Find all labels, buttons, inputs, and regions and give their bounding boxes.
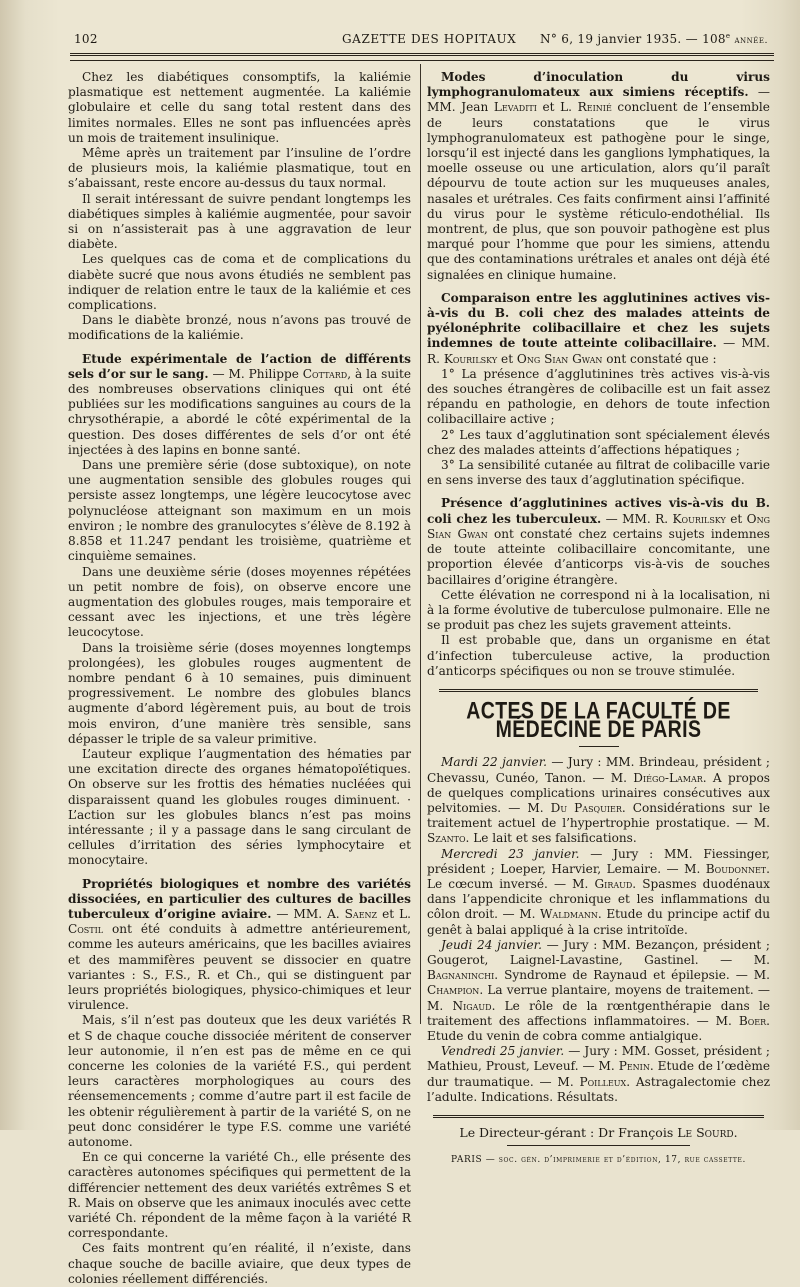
section-rule	[439, 689, 758, 692]
paragraph: Même après un traitement par l’insuline de l’ordre de plusieurs mois, la kaliémie plasmatique, tout en s’abaissant, reste encore au-dessus du taux normal.	[68, 146, 411, 191]
paragraph: En ce qui concerne la variété Ch., elle présente des caractères autonomes spécifiques qui permettent de la différencier nettement des deux variétés extrêmes S et R. Mais on observe que les animaux inoculés avec cette variété Ch. répondent de la même façon à la variété R correspondante.	[68, 1150, 411, 1241]
author-name: Cottard	[302, 366, 348, 381]
article-lymphogranuloma: Modes d’inoculation du virus lymphogranulomateux aux simiens réceptifs. — MM. Jean Levaditi et L. Reinié concluent de l’ensemble de leurs constatations que le virus lymphogranulomateux est pathogène pour le singe, lorsqu’il est injecté dans les ganglions lymphatiques, la moelle osseuse ou une articulation, alors qu’il paraît dépourvu de toute action sur les muqueuses anales, nasales et urétrales. Ces faits confirment ainsi l’affinité du virus pour le système réticulo-endothélial. Ils montrent, de plus, que son pouvoir pathogène est plus marqué pour l’homme que pour les simiens, attendu que des contaminations urétrales et anales ont déjà été signalées en clinique humaine.	[427, 70, 770, 282]
exam-day: Mardi 22 janvier.	[441, 755, 547, 770]
header-rule-thin	[70, 60, 774, 61]
exam-entry: Jeudi 24 janvier. — Jury : MM. Bezançon, président ; Gougerot, Laignel-Lavastine, Gastinel. — M. Bagnaninchi. Syndrome de Raynaud et épilepsie. — M. Champion. La verrue plantaire, moyens de traitement. — M. Nigaud. Le rôle de la rœntgenthérapie dans le traitement des affections inflammatoires. — M. Boer. Etude du venin de cobra comme antialgique.	[427, 937, 770, 1043]
issue-date: N° 6, 19 janvier 1935. — 108e année.	[540, 32, 768, 46]
article-agglutinins-tuberculosis: Présence d’agglutinines actives vis-à-vis du B. coli chez les tuberculeux. — MM. R. Kourilsky et Ong Sian Gwan ont constaté chez certains sujets indemnes de toute atteinte colibacillaire concomitante, une proportion élevée d’anticorps vis-à-vis de souches bacillaires d’origine étrangère.	[427, 496, 770, 587]
author-name: Ong Sian Gwan	[516, 351, 603, 366]
author-name: Levaditi	[493, 100, 537, 115]
left-column	[68, 70, 411, 1287]
list-item: 1° La présence d’agglutinines très actives vis-à-vis des souches étrangères de colibacille est un fait assez répandu en pathologie, en dehors de toute infection colibacillaire active ;	[427, 366, 770, 427]
exam-entry: Mercredi 23 janvier. — Jury : MM. Fiessinger, président ; Loeper, Harvier, Lemaire. — M. Boudonnet. Le cœcum inversé. — M. Giraud. Spasmes duodénaux dans l’appendicite chronique et les inflammations du côlon droit. — M. Waldmann. Etude du principe actif du genêt à balai appliqué à la crise intritoïde.	[427, 846, 770, 937]
exam-day: Vendredi 25 janvier.	[441, 1044, 565, 1059]
paragraph: Il serait intéressant de suivre pendant longtemps les diabétiques simples à kaliémie augmentée, pour savoir si on n’assisterait pas à une aggravation de leur diabète.	[68, 191, 411, 252]
paragraph: L’auteur explique l’augmentation des hématies par une excitation directe des organes hématopoïétiques. On observe sur les frottis des hématies nucléées qui disparaissent quand les globules rouges diminuent. · L’action sur les globules blancs n’est pas moins intéressante ; il y a passage dans le sang circulant de cellules d’irritation des séries lymphocytaire et monocytaire.	[68, 746, 411, 868]
header-rule	[70, 53, 774, 56]
exam-entry: Mardi 22 janvier. — Jury : MM. Brindeau, président ; Chevassu, Cunéo, Tanon. — M. Diégo-Lamar. A propos de quelques complications urinaires consécutives aux pelvitomies. — M. Du Pasquier. Considérations sur le traitement actuel de l’hypertrophie prostatique. — M. Szanto. Le lait et ses falsifications.	[427, 755, 770, 846]
author-name: Ong Sian Gwan	[427, 511, 770, 541]
short-rule	[579, 746, 619, 747]
list-item: 3° La sensibilité cutanée au filtrat de colibacille varie en sens inverse des taux d’agglutination spécifique.	[427, 458, 770, 488]
author-name: Reinié	[577, 100, 612, 115]
article-agglutinins-pyelonephritis: Comparaison entre les agglutinines actives vis-à-vis du B. coli chez des malades atteints de pyélonéphrite colibacillaire et chez les sujets indemnes de toute atteinte colibacillaire. — MM. R. Kourilsky et Ong Sian Gwan ont constaté que :	[427, 290, 770, 366]
author-name: Kourilsky	[443, 351, 498, 366]
paragraph: Chez les diabétiques consomptifs, la kaliémie plasmatique est nettement augmentée. La kaliémie globulaire et celle du sang total restent dans des limites normales. Elles ne sont pas influencées après un mois de traitement insulinique.	[68, 70, 411, 145]
article-title: Modes d’inoculation du virus lymphogranulomateux aux simiens réceptifs.	[427, 70, 770, 100]
footer-rule	[433, 1115, 764, 1118]
exam-day: Mercredi 23 janvier.	[441, 846, 580, 861]
page-header	[60, 30, 772, 50]
author-name: Kourilsky	[672, 511, 726, 526]
exam-day: Jeudi 24 janvier.	[441, 937, 542, 952]
director-rule	[507, 1145, 690, 1146]
paragraph: Dans une première série (dose subtoxique), on note une augmentation sensible des globules rouges qui persiste assez longtemps, une légère leucocytose avec polynucléose atteignant son maximum en un mois environ ; le nombre des granulocytes s’élève de 8.192 à 8.858 et 11.247 pendant les troisième, quatrième et cinquième semaines.	[68, 458, 411, 564]
publication-title: GAZETTE DES HOPITAUX	[342, 32, 517, 46]
exam-entry: Vendredi 25 janvier. — Jury : MM. Gosset, président ; Mathieu, Proust, Leveuf. — M. Penin. Etude de l’œdème dur traumatique. — M. Poilleux. Astragalectomie chez l’adulte. Indications. Résultats.	[427, 1044, 770, 1104]
article-title: Présence d’agglutinines actives vis-à-vis du B. coli chez les tuberculeux.	[427, 496, 770, 526]
article-gold-salts: Etude expérimentale de l’action de différents sels d’or sur le sang. — M. Philippe Cottard, à la suite des nombreuses observations cliniques qui ont été publiées sur les modifications sanguines au cours de la chrysothérapie, a abordé le côté expérimental de la question. Des doses différentes de sels d’or ont été injectées à des lapins en bonne santé.	[68, 351, 412, 457]
paragraph: Dans le diabète bronzé, nous n’avons pas trouvé de modifications de la kaliémie.	[68, 313, 411, 343]
paragraph: Mais, s’il n’est pas douteux que les deux variétés R et S de chaque couche dissociée méritent de conserver leur autonomie, il n’en est pas de même en ce qui concerne les colonies de la variété F.S., qui perdent leurs caractères morphologiques au cours des réensemencements ; comme d’autre part il est facile de les obtenir régulièrement à partir de la variété S, on ne peut donc considérer le type F.S. comme une variété autonome.	[68, 1013, 411, 1150]
author-name: Saenz	[344, 906, 378, 921]
printer-imprint: PARIS — soc. gén. d’imprimerie et d’édition, 17, rue cassette.	[451, 1155, 746, 1166]
article-title: Propriétés biologiques et nombre des variétés dissociées, en particulier des cultures de bacilles tuberculeux d’origine aviaire.	[68, 876, 411, 921]
paragraph: Dans une deuxième série (doses moyennes répétées un petit nombre de fois), on observe encore une augmentation des globules rouges, mais temporaire et cessant avec les injections, et une très légère leucocytose.	[68, 564, 411, 640]
paragraph: Cette élévation ne correspond ni à la localisation, ni à la forme évolutive de tuberculose pulmonaire. Elle ne se produit pas chez les sujets gravement atteints.	[427, 587, 770, 633]
right-column	[427, 70, 770, 1168]
list-item: 2° Les taux d’agglutination sont spécialement élevés chez des malades atteints d’affections hépatiques ;	[427, 427, 770, 457]
section-title: ACTES DE LA FACULTÉ DE MÉDECINE DE PARIS	[466, 697, 731, 744]
paragraph: Dans la troisième série (doses moyennes longtemps prolongées), les globules rouges augmentent de nombre pendant 6 à 10 semaines, puis diminuent progressivement. Le nombre des globules blancs augmente d’abord légèrement puis, au bout de trois mois environ, d’une manière très sensible, sans dépasser le triple de sa valeur primitive.	[68, 640, 411, 746]
article-title: Etude expérimentale de l’action de différents sels d’or sur le sang.	[68, 351, 411, 381]
paragraph: Les quelques cas de coma et de complications du diabète sucré que nous avons étudiés ne semblent pas indiquer de relation entre le taux de la kaliémie et ces complications.	[68, 252, 411, 313]
author-name: Costil	[68, 922, 104, 937]
article-title: Comparaison entre les agglutinines actives vis-à-vis du B. coli chez des malades atteints de pyélonéphrite colibacillaire et chez les sujets indemnes de toute atteinte colibacillaire.	[427, 290, 770, 351]
paragraph: Ces faits montrent qu’en réalité, il n’existe, dans chaque souche de bacille aviaire, que deux types de colonies réellement différenciés.	[68, 1241, 411, 1286]
page-number: 102	[74, 32, 98, 46]
paragraph: Il est probable que, dans un organisme en état d’infection tuberculeuse active, la production d’anticorps spécifiques ou non se trouve stimulée.	[427, 633, 770, 678]
column-divider	[420, 64, 421, 1024]
director-line: Le Directeur-gérant : Dr François Le Sourd.	[459, 1125, 738, 1140]
article-avian-bacilli: Propriétés biologiques et nombre des variétés dissociées, en particulier des cultures de bacilles tuberculeux d’origine aviaire. — MM. A. Saenz et L. Costil ont été conduits à admettre antérieurement, comme les auteurs américains, que les bacilles aviaires et des mammifères peuvent se dissocier en quatre variantes : S., F.S., R. et Ch., qui se distinguent par leurs propriétés biologiques, physico-chimiques et leur virulence.	[68, 876, 411, 1013]
